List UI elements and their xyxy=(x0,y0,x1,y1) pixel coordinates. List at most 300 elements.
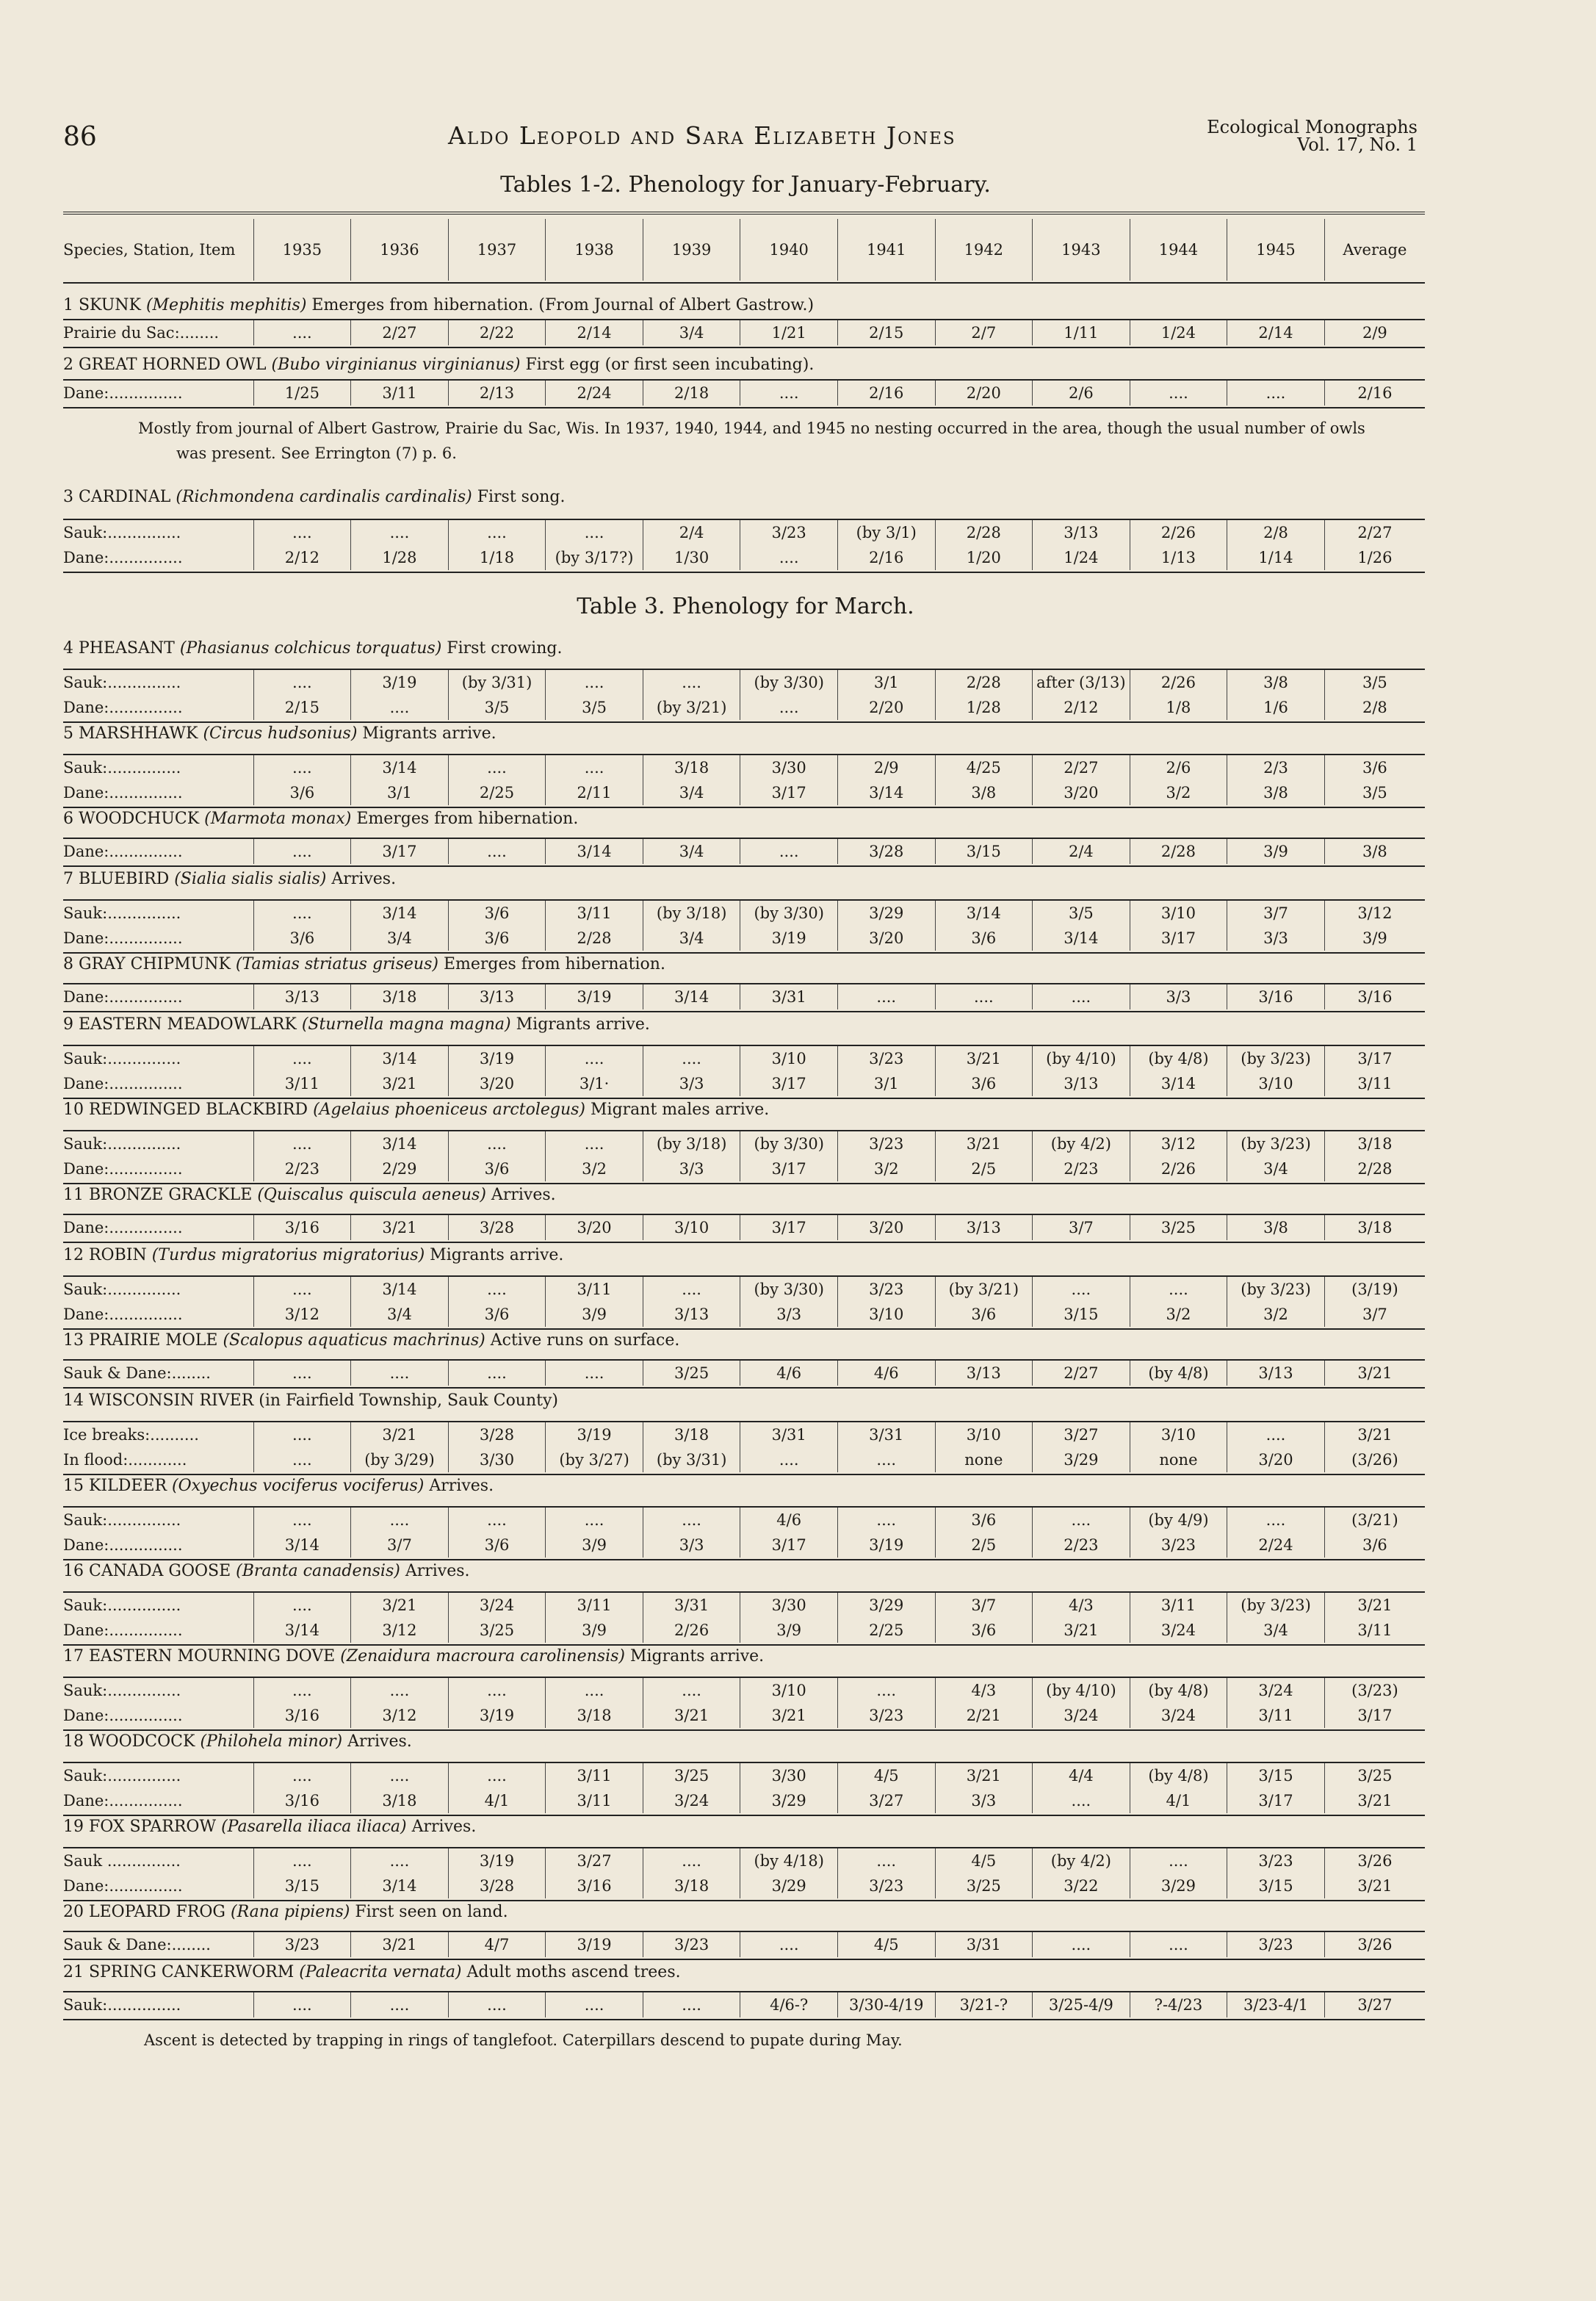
date-cell: 2/15 xyxy=(253,695,351,720)
species-name: 11 BRONZE GRACKLE xyxy=(63,1186,258,1204)
species-name: 3 CARDINAL xyxy=(63,488,176,506)
date-cell: (3/26) xyxy=(1324,1447,1425,1472)
date-cell: 2/26 xyxy=(1130,520,1227,545)
species-event: Migrant males arrive. xyxy=(585,1101,770,1119)
station-label: Sauk:............... xyxy=(63,1050,181,1067)
column-header-year: 1939 xyxy=(643,219,740,281)
table-row xyxy=(63,1422,1425,1447)
table-title-jan-feb: Tables 1-2. Phenology for January-February. xyxy=(500,172,991,198)
date-cell: 3/24 xyxy=(1130,1618,1227,1643)
species-event: Emerges from hibernation. xyxy=(351,810,579,828)
date-cell: 3/20 xyxy=(1033,780,1130,805)
date-cell: 2/14 xyxy=(1227,320,1325,345)
date-cell: 3/21 xyxy=(1324,1788,1425,1813)
species-bottom-rule xyxy=(63,721,1425,723)
date-cell: 3/28 xyxy=(448,1873,546,1898)
date-cell: 3/7 xyxy=(1227,901,1325,926)
date-cell: 3/7 xyxy=(935,1593,1033,1618)
species-heading xyxy=(63,356,1429,374)
species-heading xyxy=(63,870,1429,888)
date-cell: .... xyxy=(253,755,351,780)
date-cell: .... xyxy=(448,1763,546,1788)
date-cell: 3/5 xyxy=(1324,670,1425,695)
date-cell: (by 3/17?) xyxy=(546,545,643,570)
station-label: Sauk:............... xyxy=(63,1682,181,1699)
date-cell: 3/23 xyxy=(253,1932,351,1957)
date-cell: 3/4 xyxy=(643,839,740,864)
date-cell: 3/13 xyxy=(1033,1071,1130,1096)
date-cell: .... xyxy=(837,984,935,1009)
running-head-journal xyxy=(1168,118,1418,154)
date-cell: 3/31 xyxy=(740,1422,838,1447)
station-label: Sauk:............... xyxy=(63,759,181,777)
date-cell: 3/15 xyxy=(1227,1873,1325,1898)
table-row xyxy=(63,1277,1425,1302)
date-cell: 4/6 xyxy=(837,1361,935,1386)
date-cell: 3/30 xyxy=(740,755,838,780)
species-bottom-rule xyxy=(63,1183,1425,1184)
date-cell: 2/16 xyxy=(1324,381,1425,406)
species-data-table xyxy=(63,1848,1425,1898)
table-row xyxy=(63,670,1425,695)
date-cell: 2/27 xyxy=(351,320,449,345)
date-cell: 3/11 xyxy=(546,1277,643,1302)
date-cell: (by 3/30) xyxy=(740,1131,838,1156)
date-cell: 3/19 xyxy=(351,670,449,695)
date-cell: 2/28 xyxy=(1130,839,1227,864)
date-cell: (by 3/1) xyxy=(837,520,935,545)
date-cell: 3/23 xyxy=(837,1873,935,1898)
species-name: 13 PRAIRIE MOLE xyxy=(63,1331,223,1350)
table-row xyxy=(63,1215,1425,1240)
date-cell: 3/28 xyxy=(448,1422,546,1447)
date-cell: 1/30 xyxy=(643,545,740,570)
species-name: 2 GREAT HORNED OWL xyxy=(63,356,272,374)
date-cell: 3/9 xyxy=(546,1618,643,1643)
date-cell: 3/6 xyxy=(448,1302,546,1327)
date-cell: 3/6 xyxy=(253,926,351,951)
date-cell: 3/14 xyxy=(935,901,1033,926)
table-row xyxy=(63,695,1425,720)
species-heading xyxy=(63,1331,1429,1350)
date-cell: 2/21 xyxy=(935,1703,1033,1728)
date-cell: 3/10 xyxy=(1227,1071,1325,1096)
date-cell: 3/4 xyxy=(1227,1156,1325,1181)
table-row xyxy=(63,1848,1425,1873)
species-data-table xyxy=(63,1131,1425,1181)
date-cell: .... xyxy=(740,381,838,406)
date-cell: 3/16 xyxy=(253,1703,351,1728)
date-cell: 2/25 xyxy=(837,1618,935,1643)
date-cell: 3/15 xyxy=(1227,1763,1325,1788)
date-cell: 2/26 xyxy=(643,1618,740,1643)
species-latin-name: (Sturnella magna magna) xyxy=(301,1015,511,1034)
species-heading xyxy=(63,1647,1429,1666)
table-row xyxy=(63,839,1425,864)
species-event: Arrives. xyxy=(424,1477,494,1495)
date-cell: 2/5 xyxy=(935,1533,1033,1558)
station-label: Dane:............... xyxy=(63,1707,183,1724)
species-name: 15 KILDEER xyxy=(63,1477,173,1495)
species-event: Arrives. xyxy=(406,1818,477,1836)
date-cell: 3/11 xyxy=(546,901,643,926)
date-cell: 2/23 xyxy=(1033,1156,1130,1181)
species-bottom-rule xyxy=(63,1474,1425,1475)
date-cell: (by 3/23) xyxy=(1227,1046,1325,1071)
date-cell: 3/6 xyxy=(448,1533,546,1558)
date-cell: 3/14 xyxy=(837,780,935,805)
column-header-year: 1942 xyxy=(935,219,1033,281)
date-cell: 3/23 xyxy=(1130,1533,1227,1558)
date-cell: 4/1 xyxy=(448,1788,546,1813)
date-cell: (by 3/21) xyxy=(935,1277,1033,1302)
date-cell: 3/14 xyxy=(351,901,449,926)
species-name: 21 SPRING CANKERWORM xyxy=(63,1963,300,1981)
date-cell: 2/18 xyxy=(643,381,740,406)
station-label: Ice breaks:.......... xyxy=(63,1426,199,1444)
date-cell: 3/12 xyxy=(351,1618,449,1643)
date-cell: 3/31 xyxy=(740,984,838,1009)
date-cell: 3/11 xyxy=(1324,1071,1425,1096)
date-cell: 3/20 xyxy=(1227,1447,1325,1472)
date-cell: (by 3/23) xyxy=(1227,1593,1325,1618)
species-data-table xyxy=(63,755,1425,805)
date-cell: 2/12 xyxy=(253,545,351,570)
date-cell: 3/17 xyxy=(740,1071,838,1096)
date-cell: .... xyxy=(740,695,838,720)
species-event: Arrives. xyxy=(342,1732,412,1751)
date-cell: .... xyxy=(546,755,643,780)
date-cell: .... xyxy=(1130,1848,1227,1873)
date-cell: .... xyxy=(253,1678,351,1703)
date-cell: 3/6 xyxy=(935,1302,1033,1327)
table-title-march: Table 3. Phenology for March. xyxy=(577,594,914,619)
date-cell: (by 4/8) xyxy=(1130,1046,1227,1071)
table-row xyxy=(63,1533,1425,1558)
date-cell: 3/3 xyxy=(643,1533,740,1558)
species-event: Emerges from hibernation. xyxy=(438,955,665,973)
date-cell: .... xyxy=(253,839,351,864)
date-cell: 3/2 xyxy=(1227,1302,1325,1327)
date-cell: 1/26 xyxy=(1324,545,1425,570)
station-label: Dane:............... xyxy=(63,784,183,802)
date-cell: .... xyxy=(935,984,1033,1009)
date-cell: 3/10 xyxy=(935,1422,1033,1447)
date-cell: 3/21 xyxy=(1324,1873,1425,1898)
date-cell: 4/5 xyxy=(935,1848,1033,1873)
date-cell: .... xyxy=(448,1361,546,1386)
date-cell: 1/13 xyxy=(1130,545,1227,570)
species-bottom-rule xyxy=(63,1328,1425,1330)
header-top-rule xyxy=(63,212,1425,215)
date-cell: .... xyxy=(643,1848,740,1873)
station-label: Dane:............... xyxy=(63,1621,183,1639)
date-cell: 3/14 xyxy=(1033,926,1130,951)
date-cell: 3/23 xyxy=(643,1932,740,1957)
date-cell: 3/20 xyxy=(837,1215,935,1240)
date-cell: .... xyxy=(253,1277,351,1302)
date-cell: 3/14 xyxy=(351,1131,449,1156)
date-cell: 3/29 xyxy=(837,901,935,926)
date-cell: 2/24 xyxy=(1227,1533,1325,1558)
date-cell: 4/6 xyxy=(740,1508,838,1533)
date-cell: .... xyxy=(448,755,546,780)
date-cell: 3/13 xyxy=(1227,1361,1325,1386)
table-row xyxy=(63,901,1425,926)
date-cell: (3/21) xyxy=(1324,1508,1425,1533)
date-cell: 3/23 xyxy=(837,1277,935,1302)
date-cell: 3/13 xyxy=(448,984,546,1009)
date-cell: 3/21 xyxy=(1324,1361,1425,1386)
date-cell: 2/7 xyxy=(935,320,1033,345)
date-cell: .... xyxy=(351,1848,449,1873)
date-cell: (by 3/30) xyxy=(740,670,838,695)
date-cell: 3/5 xyxy=(448,695,546,720)
station-label: Sauk:............... xyxy=(63,524,181,541)
date-cell: 3/4 xyxy=(1227,1618,1325,1643)
date-cell: 2/23 xyxy=(253,1156,351,1181)
date-cell: 3/1· xyxy=(546,1071,643,1096)
date-cell: (by 4/2) xyxy=(1033,1848,1130,1873)
species-heading xyxy=(63,724,1429,743)
species-bottom-rule xyxy=(63,1011,1425,1012)
date-cell: 2/20 xyxy=(935,381,1033,406)
date-cell: 3/6 xyxy=(448,901,546,926)
date-cell: 2/24 xyxy=(546,381,643,406)
date-cell: 3/18 xyxy=(351,1788,449,1813)
date-cell: 3/26 xyxy=(1324,1932,1425,1957)
date-cell: 1/21 xyxy=(740,320,838,345)
species-latin-name: (Turdus migratorius migratorius) xyxy=(151,1246,425,1264)
date-cell: 3/17 xyxy=(740,1215,838,1240)
date-cell: (by 3/23) xyxy=(1227,1131,1325,1156)
species-latin-name: (Paleacrita vernata) xyxy=(299,1963,462,1981)
date-cell: 3/9 xyxy=(1324,926,1425,951)
date-cell: .... xyxy=(351,1763,449,1788)
date-cell: (by 4/2) xyxy=(1033,1131,1130,1156)
date-cell: 3/23 xyxy=(837,1046,935,1071)
species-name: 20 LEOPARD FROG xyxy=(63,1903,231,1921)
species-event: First song. xyxy=(472,488,566,506)
owl-note xyxy=(138,416,1365,466)
date-cell: .... xyxy=(448,1508,546,1533)
date-cell: (by 3/18) xyxy=(643,901,740,926)
date-cell: .... xyxy=(253,1593,351,1618)
date-cell: 2/28 xyxy=(546,926,643,951)
date-cell: 2/8 xyxy=(1227,520,1325,545)
date-cell: .... xyxy=(253,1848,351,1873)
date-cell: 2/6 xyxy=(1033,381,1130,406)
species-name: 4 PHEASANT xyxy=(63,639,180,658)
date-cell: 3/14 xyxy=(253,1618,351,1643)
date-cell: (by 3/18) xyxy=(643,1131,740,1156)
species-name: 17 EASTERN MOURNING DOVE xyxy=(63,1647,341,1666)
species-latin-name: (Philohela minor) xyxy=(200,1732,343,1751)
date-cell: 3/25 xyxy=(643,1763,740,1788)
date-cell: 3/20 xyxy=(837,926,935,951)
date-cell: 3/18 xyxy=(643,1422,740,1447)
column-header-year: 1938 xyxy=(546,219,643,281)
date-cell: 3/4 xyxy=(643,320,740,345)
date-cell: .... xyxy=(546,1678,643,1703)
species-name: 6 WOODCHUCK xyxy=(63,810,205,828)
date-cell: (by 4/10) xyxy=(1033,1046,1130,1071)
table-row xyxy=(63,381,1425,406)
column-header-label: Species, Station, Item xyxy=(63,241,236,259)
species-latin-name: (Bubo virginianus virginianus) xyxy=(271,356,521,374)
date-cell: 3/21 xyxy=(643,1703,740,1728)
column-header-year: Average xyxy=(1324,219,1425,281)
date-cell: 2/16 xyxy=(837,381,935,406)
date-cell: .... xyxy=(1033,1788,1130,1813)
date-cell: 3/24 xyxy=(1033,1703,1130,1728)
date-cell: 3/11 xyxy=(546,1593,643,1618)
date-cell: 3/19 xyxy=(448,1703,546,1728)
date-cell: 3/21-? xyxy=(935,1992,1033,2017)
date-cell: 3/21 xyxy=(740,1703,838,1728)
species-heading xyxy=(63,639,1429,658)
date-cell: (by 4/10) xyxy=(1033,1678,1130,1703)
journal-name: Ecological Monographs xyxy=(1207,117,1418,137)
date-cell: 2/14 xyxy=(546,320,643,345)
date-cell: 1/18 xyxy=(448,545,546,570)
owl-note-line1: Mostly from journal of Albert Gastrow, Prairie du Sac, Wis. In 1937, 1940, 1944, and 1945 no nesting occurred in the area, though the usual number of owls xyxy=(138,419,1365,437)
date-cell: 3/17 xyxy=(740,1533,838,1558)
date-cell: .... xyxy=(740,1932,838,1957)
date-cell: 2/16 xyxy=(837,545,935,570)
date-cell: 3/16 xyxy=(546,1873,643,1898)
species-name: 8 GRAY CHIPMUNK xyxy=(63,955,236,973)
species-bottom-rule xyxy=(63,1959,1425,1960)
date-cell: (3/23) xyxy=(1324,1678,1425,1703)
table-row xyxy=(63,755,1425,780)
date-cell: 3/11 xyxy=(1227,1703,1325,1728)
date-cell: 2/4 xyxy=(1033,839,1130,864)
date-cell: 3/21 xyxy=(935,1046,1033,1071)
date-cell: .... xyxy=(546,1992,643,2017)
date-cell: .... xyxy=(740,545,838,570)
station-label: Dane:............... xyxy=(63,1536,183,1554)
date-cell: 3/11 xyxy=(546,1788,643,1813)
species-event: Adult moths ascend trees. xyxy=(461,1963,681,1981)
date-cell: 3/20 xyxy=(448,1071,546,1096)
date-cell: 1/24 xyxy=(1033,545,1130,570)
station-label: Dane:............... xyxy=(63,1160,183,1178)
date-cell: 3/16 xyxy=(253,1788,351,1813)
date-cell: .... xyxy=(351,695,449,720)
species-bottom-rule xyxy=(63,1098,1425,1099)
date-cell: .... xyxy=(837,1678,935,1703)
date-cell: 2/28 xyxy=(935,670,1033,695)
date-cell: 3/31 xyxy=(837,1422,935,1447)
date-cell: 3/27 xyxy=(1324,1992,1425,2017)
cankerworm-note: Ascent is detected by trapping in rings of tanglefoot. Caterpillars descend to pupate during May. xyxy=(144,2031,903,2049)
date-cell: 3/21 xyxy=(351,1422,449,1447)
table-row xyxy=(63,1046,1425,1071)
species-latin-name: (Rana pipiens) xyxy=(231,1903,350,1921)
species-bottom-rule xyxy=(63,2019,1425,2020)
date-cell: (by 4/8) xyxy=(1130,1361,1227,1386)
date-cell: 3/9 xyxy=(546,1302,643,1327)
species-bottom-rule xyxy=(63,1729,1425,1731)
date-cell: 4/3 xyxy=(1033,1593,1130,1618)
species-name: 14 WISCONSIN RIVER xyxy=(63,1391,259,1410)
date-cell: 3/17 xyxy=(1324,1046,1425,1071)
species-event: First egg (or first seen incubating). xyxy=(520,356,815,374)
date-cell: 3/12 xyxy=(253,1302,351,1327)
species-heading xyxy=(63,1391,1429,1410)
date-cell: 3/2 xyxy=(1130,780,1227,805)
date-cell: 3/21 xyxy=(351,1071,449,1096)
date-cell: 3/21 xyxy=(351,1593,449,1618)
species-name: 16 CANADA GOOSE xyxy=(63,1562,236,1580)
date-cell: 2/11 xyxy=(546,780,643,805)
column-header-year: 1944 xyxy=(1130,219,1227,281)
date-cell: 3/29 xyxy=(1130,1873,1227,1898)
date-cell: 3/31 xyxy=(643,1593,740,1618)
date-cell: .... xyxy=(448,1678,546,1703)
species-event: Migrants arrive. xyxy=(510,1015,650,1034)
header-bottom-rule xyxy=(63,282,1425,284)
date-cell: 3/25 xyxy=(448,1618,546,1643)
date-cell: 2/13 xyxy=(448,381,546,406)
date-cell: 1/11 xyxy=(1033,320,1130,345)
species-bottom-rule xyxy=(63,347,1425,348)
date-cell: 3/18 xyxy=(546,1703,643,1728)
date-cell: 3/13 xyxy=(253,984,351,1009)
station-label: Dane:............... xyxy=(63,1306,183,1323)
date-cell: 3/11 xyxy=(1324,1618,1425,1643)
date-cell: 3/16 xyxy=(1227,984,1325,1009)
date-cell: 3/18 xyxy=(1324,1215,1425,1240)
date-cell: .... xyxy=(448,1992,546,2017)
table-row xyxy=(63,984,1425,1009)
date-cell: 3/25 xyxy=(643,1361,740,1386)
species-bottom-rule xyxy=(63,865,1425,867)
owl-note-line2: was present. See Errington (7) p. 6. xyxy=(176,444,457,462)
species-heading xyxy=(63,296,1429,314)
date-cell: .... xyxy=(351,1678,449,1703)
date-cell: (by 3/21) xyxy=(643,695,740,720)
species-bottom-rule xyxy=(63,407,1425,408)
species-data-table xyxy=(63,670,1425,720)
date-cell: .... xyxy=(837,1447,935,1472)
date-cell: 2/12 xyxy=(1033,695,1130,720)
date-cell: 2/25 xyxy=(448,780,546,805)
date-cell: .... xyxy=(740,839,838,864)
date-cell: 3/6 xyxy=(253,780,351,805)
date-cell: 1/14 xyxy=(1227,545,1325,570)
date-cell: .... xyxy=(448,520,546,545)
table-row xyxy=(63,1703,1425,1728)
date-cell: .... xyxy=(253,1131,351,1156)
date-cell: 2/29 xyxy=(351,1156,449,1181)
date-cell: after (3/13) xyxy=(1033,670,1130,695)
date-cell: 3/13 xyxy=(643,1302,740,1327)
date-cell: 3/23 xyxy=(1227,1932,1325,1957)
date-cell: 3/23 xyxy=(740,520,838,545)
table-row xyxy=(63,1678,1425,1703)
date-cell: 3/19 xyxy=(546,1422,643,1447)
date-cell: 3/13 xyxy=(1033,520,1130,545)
date-cell: 4/4 xyxy=(1033,1763,1130,1788)
species-latin-name: (Scalopus aquaticus machrinus) xyxy=(223,1331,485,1350)
date-cell: 3/20 xyxy=(546,1215,643,1240)
species-bottom-rule xyxy=(63,807,1425,808)
date-cell: 2/4 xyxy=(643,520,740,545)
table-row xyxy=(63,545,1425,570)
date-cell: 4/5 xyxy=(837,1763,935,1788)
